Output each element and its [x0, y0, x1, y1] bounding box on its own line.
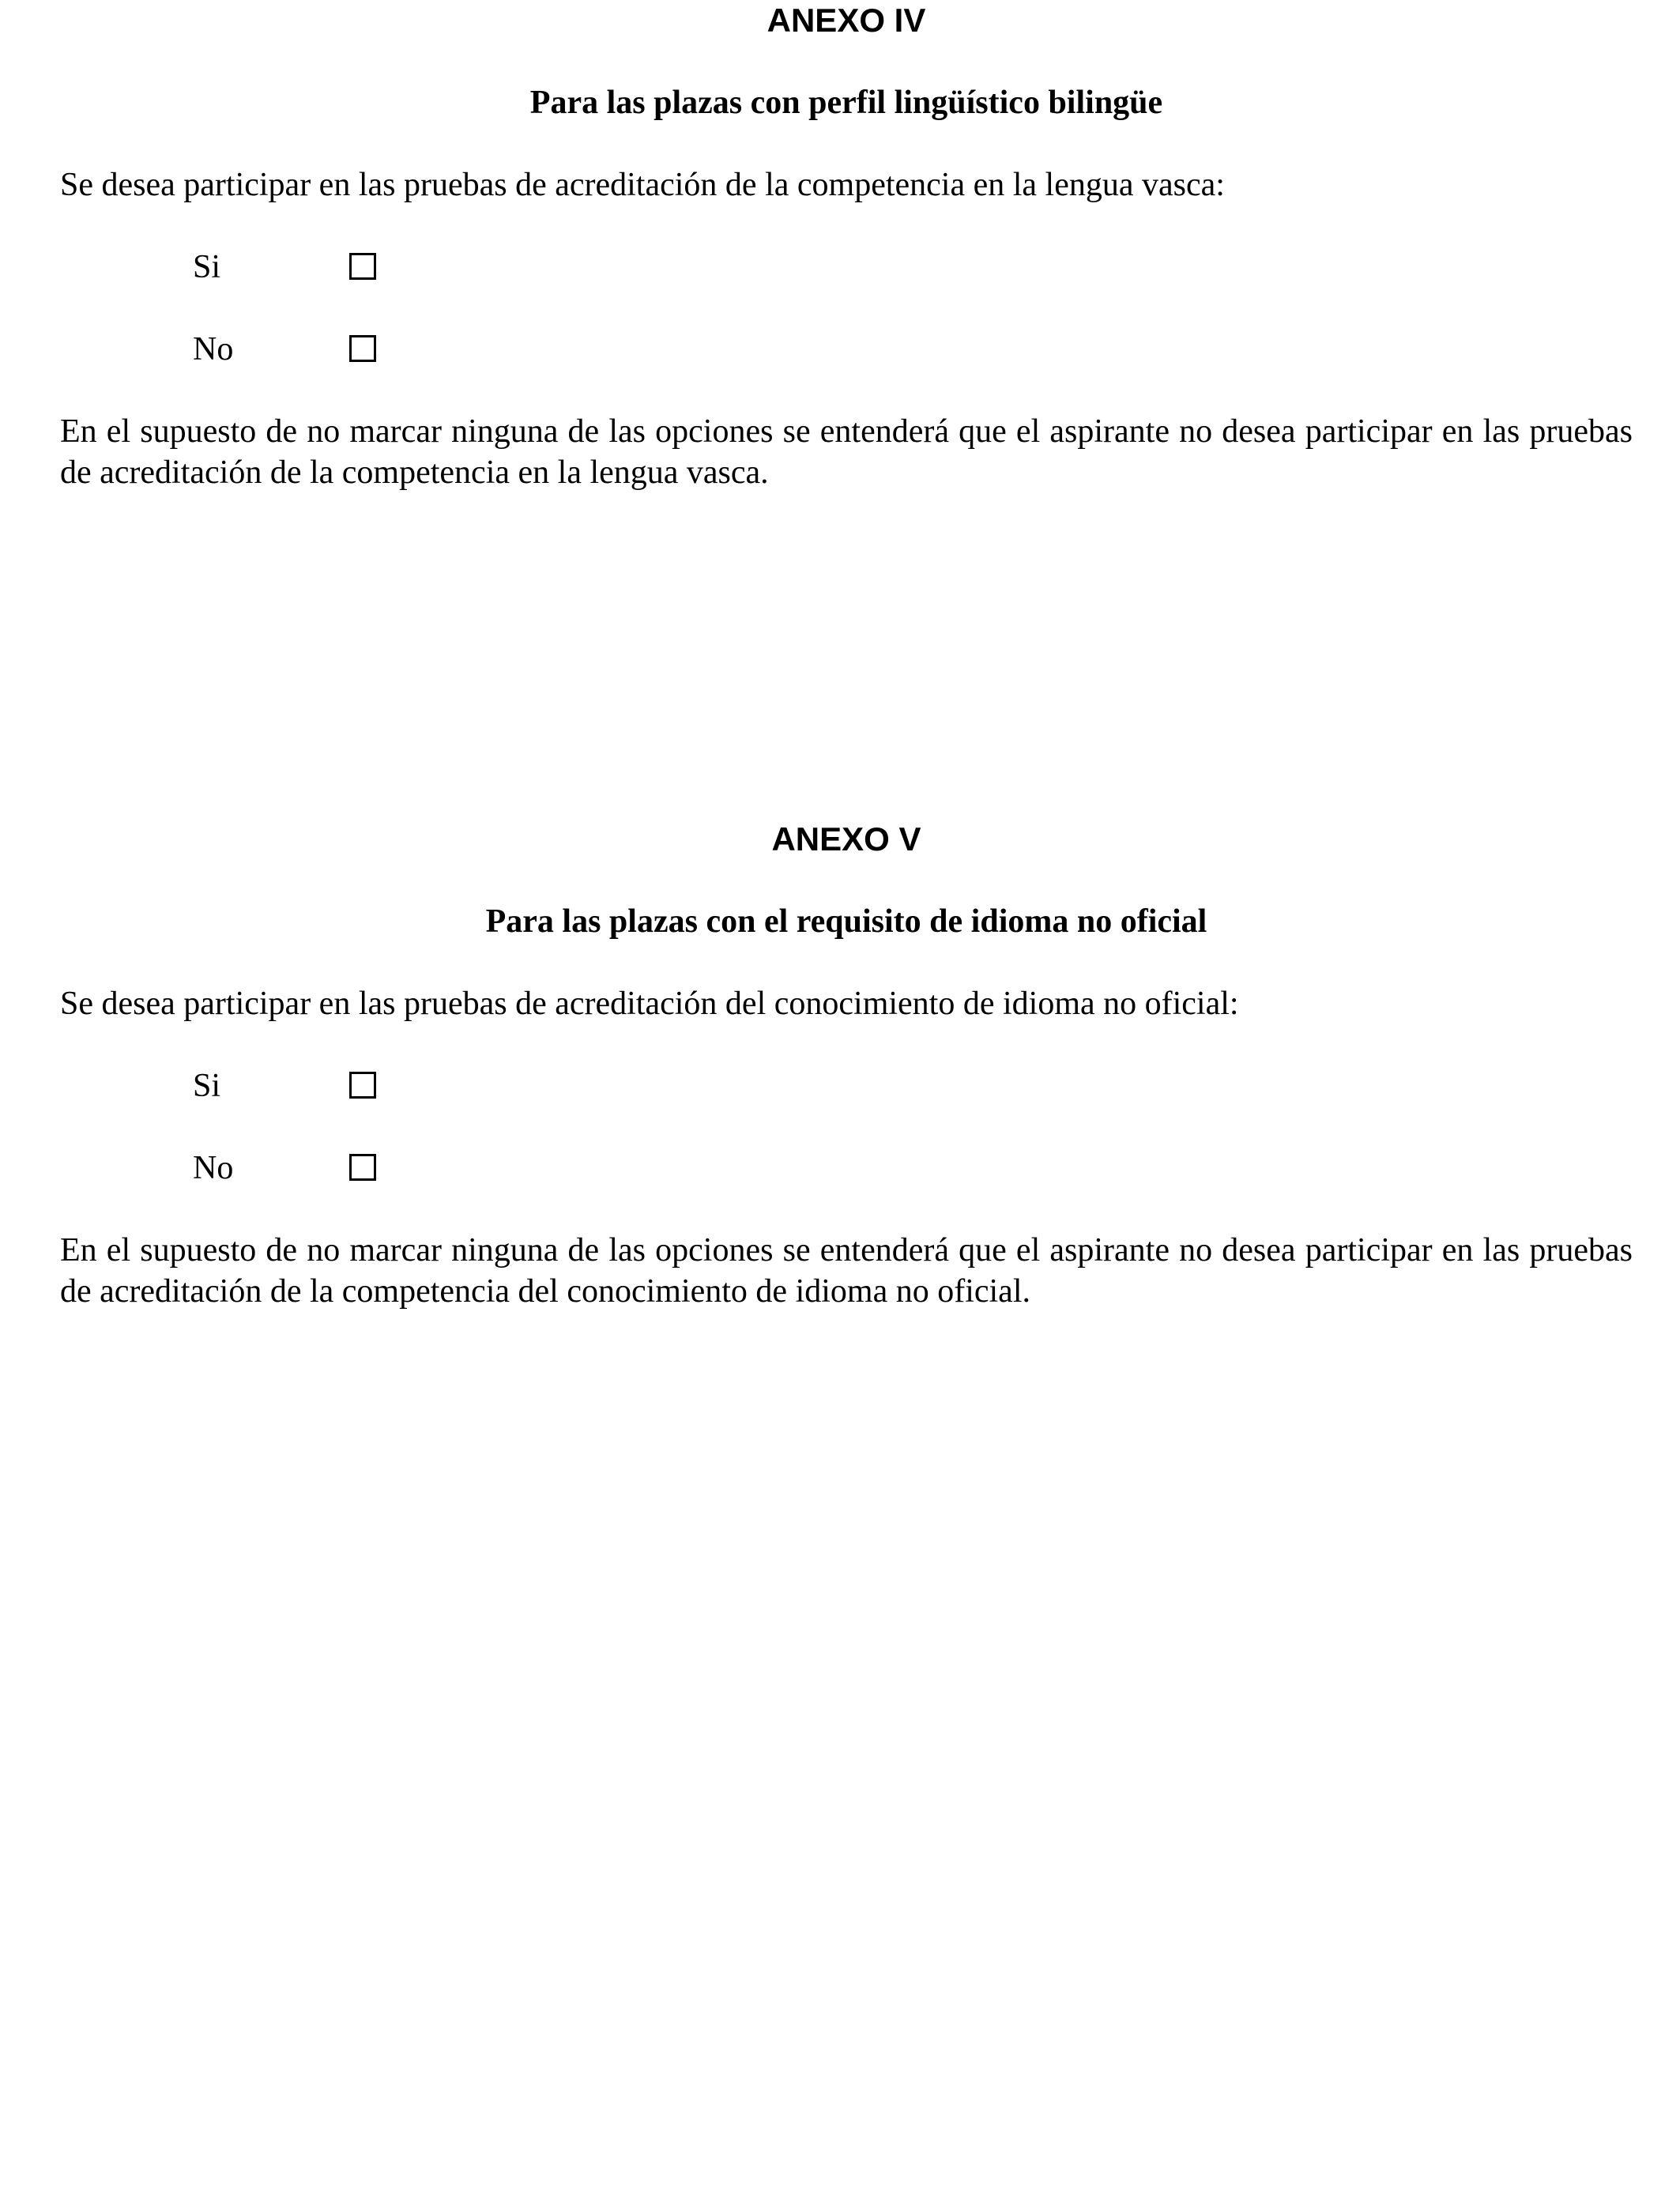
annex-v-subtitle: Para las plazas con el requisito de idioma no oficial: [485, 903, 1207, 940]
option-label: Si: [193, 1068, 221, 1104]
annex-iv-si-checkbox[interactable]: [349, 253, 376, 280]
annex-iv-no-checkbox[interactable]: [349, 335, 376, 362]
annex-iv-section: [60, 0, 1633, 493]
annex-iv-option-si: [60, 247, 1633, 288]
option-label: No: [193, 1150, 234, 1186]
option-label: No: [193, 331, 234, 368]
annex-v-question: Se desea participar en las pruebas de acreditación del conocimiento de idioma no oficial:: [60, 986, 1239, 1022]
option-label: Si: [193, 249, 221, 285]
annex-v-title: ANEXO V: [771, 820, 921, 858]
annex-iv-subtitle: Para las plazas con perfil lingüístico bilingüe: [529, 85, 1163, 121]
annex-v-si-checkbox[interactable]: [349, 1072, 376, 1099]
annex-v-section: [60, 819, 1633, 1312]
annex-v-option-si: [60, 1065, 1633, 1106]
annex-v-no-checkbox[interactable]: [349, 1154, 376, 1181]
annex-v-note: En el supuesto de no marcar ninguna de las opciones se entenderá que el aspirante no desea participar en las pruebas de acreditación de la competencia del conocimiento de idioma no oficial.: [60, 1232, 1633, 1310]
annex-iv-option-no: [60, 329, 1633, 370]
annex-iv-note: En el supuesto de no marcar ninguna de las opciones se entenderá que el aspirante no desea participar en las pruebas de acreditación de la competencia en la lengua vasca.: [60, 413, 1633, 491]
annex-iv-title: ANEXO IV: [767, 2, 926, 39]
annex-v-option-no: [60, 1148, 1633, 1189]
annex-iv-question: Se desea participar en las pruebas de acreditación de la competencia en la lengua vasca:: [60, 167, 1225, 203]
